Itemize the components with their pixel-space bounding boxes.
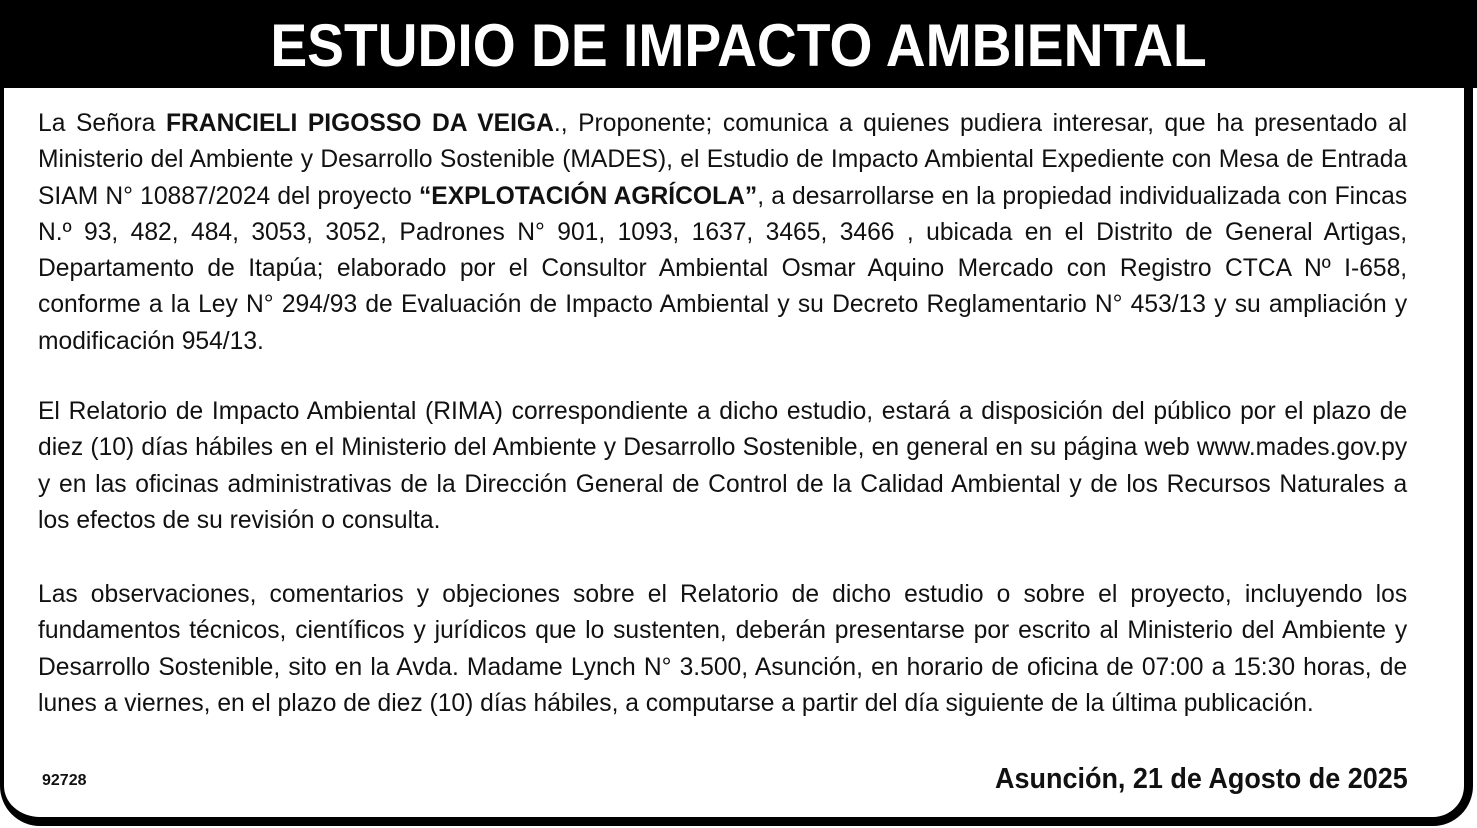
paragraph-observations: Las observaciones, comentarios y objeciones sobre el Relatorio de dicho estudio o sobre el proyecto, incluyendo los fundamentos técnicos, científicos y jurídicos que lo sustenten, deberán presentarse por escrito al Ministerio del Ambiente y Desarrollo Sostenible, sito en la Avda. Madame Lynch N° 3.500, Asunción, en horario de oficina de 07:00 a 15:30 horas, de lunes a viernes, en el plazo de diez (10) días hábiles, a computarse a partir del día siguiente de la última publicación.	[38, 580, 1408, 717]
text-presentation: ., Proponente; comunica a quienes pudiera interesar, que ha presentado al Ministerio del Ambiente y Desarrollo Sostenible (MADES), el Estudio de Impacto Ambiental Expediente con Mesa de Entrada SIAM N° 10887/2024 del proyecto	[38, 109, 1408, 210]
text-intro: La Señora	[38, 109, 166, 137]
paragraph-announcement	[38, 105, 1407, 359]
publication-date: Asunción, 21 de Agosto de 2025	[995, 763, 1408, 795]
header-bar	[0, 0, 1477, 88]
proponent-name: FRANCIELI PIGOSSO DA VEIGA	[165, 109, 554, 137]
page-title: ESTUDIO DE IMPACTO AMBIENTAL	[270, 12, 1207, 79]
paragraph-rima-availability: El Relatorio de Impacto Ambiental (RIMA) correspondiente a dicho estudio, estará a disposición del público por el plazo de diez (10) días hábiles en el Ministerio del Ambiente y Desarrollo Sostenible, en general en su página web www.mades.gov.py y en las oficinas administrativas de la Dirección General de Control de la Calidad Ambiental y de los Recursos Naturales a los efectos de su revisión o consulta.	[38, 397, 1408, 534]
text-details: , a desarrollarse en la propiedad individualizada con Fincas N.º 93, 482, 484, 3053, 3052, Padrones N° 901, 1093, 1637, 3465, 3466 , ubicada en el Distrito de General Artigas, Departamento de Itapúa; elaborado por el Consultor Ambiental Osmar Aquino Mercado con Registro CTCA Nº I-658, conforme a la Ley N° 294/93 de Evaluación de Impacto Ambiental y su Decreto Reglamentario N° 453/13 y su ampliación y modificación 954/13.	[38, 181, 1408, 355]
project-name: “EXPLOTACIÓN AGRÍCOLA”	[418, 181, 758, 210]
publication-code: 92728	[42, 772, 87, 789]
